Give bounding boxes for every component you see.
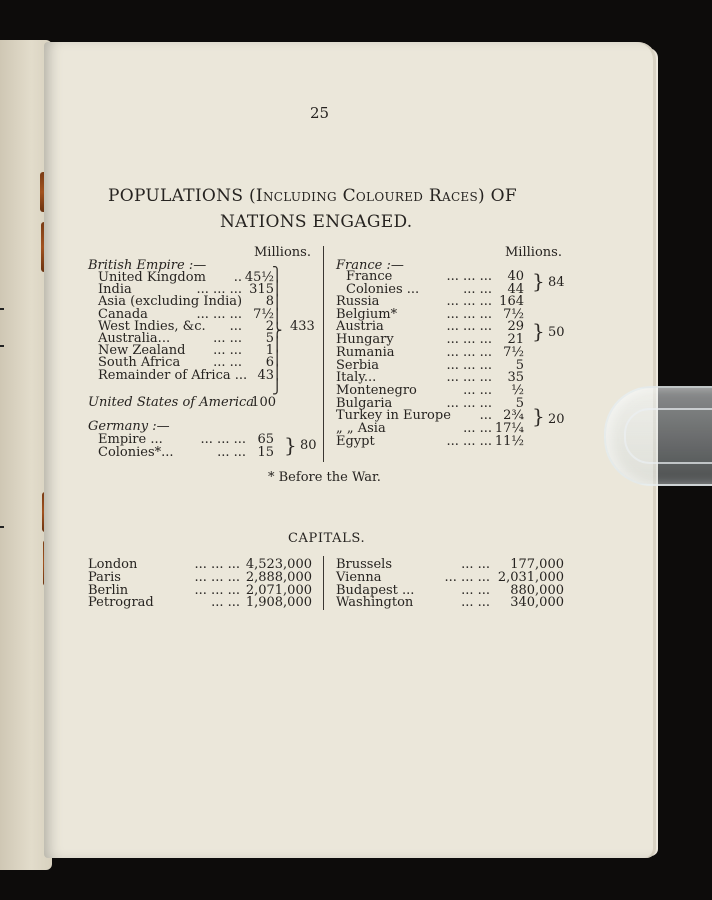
british-row-value: 45½ xyxy=(244,270,274,285)
british-row-label: Remainder of Africa ... xyxy=(98,367,248,383)
british-row-value: 1 xyxy=(265,343,274,359)
leader-dots: ... ... ... xyxy=(444,569,490,585)
france-total: 84 xyxy=(548,275,565,290)
leader-dots: ... ... ... xyxy=(446,269,492,284)
nation-row-value: 2¾ xyxy=(503,408,524,424)
british-row-label: Asia (excluding India) xyxy=(98,294,243,310)
edge-mark xyxy=(0,308,4,310)
capital-value: 2,888,000 xyxy=(245,569,312,585)
capital-value: 2,031,000 xyxy=(497,569,564,585)
british-row-label: South Africa xyxy=(98,355,181,371)
france-row-value: 44 xyxy=(507,281,524,297)
nation-row-label: Austria xyxy=(336,319,384,335)
germany-row-label: Colonies*... xyxy=(98,444,174,460)
leader-dots: .. xyxy=(233,270,242,285)
france-heading: France :— xyxy=(336,258,404,273)
leader-dots: ... ... ... xyxy=(196,306,242,322)
capital-value: 340,000 xyxy=(510,595,564,611)
british-row-label: Australia... xyxy=(98,331,171,346)
british-row-label: India xyxy=(98,282,132,298)
nation-row-label: Hungary xyxy=(336,332,394,348)
leader-dots: ... ... xyxy=(463,281,492,297)
right-unit-label: Millions. xyxy=(505,245,562,260)
leader-dots: ... ... ... xyxy=(446,294,492,309)
nation-row-label: Russia xyxy=(336,294,380,309)
leader-dots: ... ... ... xyxy=(194,569,240,585)
nation-row-value: 21 xyxy=(507,332,524,348)
british-row-value: 2 xyxy=(265,318,274,334)
leader-dots: ... ... ... xyxy=(446,395,492,411)
austria-hungary-total: 50 xyxy=(548,325,565,340)
leader-dots: ... ... xyxy=(213,331,242,346)
leader-dots: ... ... xyxy=(463,421,492,436)
germany-brace: } xyxy=(284,433,297,457)
nation-row-value: 29 xyxy=(507,319,524,335)
british-brace: ⎫ ⎪ ⎪ ⎪ ⎬ ⎪ ⎪ ⎪ ⎭ xyxy=(272,267,283,395)
nation-row-label: Egypt xyxy=(336,433,375,449)
nation-row-value: 17¼ xyxy=(494,421,524,436)
leader-dots: ... ... ... xyxy=(446,319,492,335)
british-row-value: 8 xyxy=(265,294,274,310)
france-row-label: France xyxy=(346,269,393,284)
turkey-brace: } xyxy=(532,404,545,428)
capital-value: 177,000 xyxy=(510,557,564,572)
leader-dots: ... ... xyxy=(213,343,242,359)
edge-mark xyxy=(0,345,4,347)
british-row-label: United Kingdom xyxy=(98,270,206,285)
nation-row-label: Rumania xyxy=(336,344,395,360)
capitals-divider xyxy=(323,556,324,610)
nation-row-label: Belgium* xyxy=(336,306,398,322)
leader-dots: ... ... xyxy=(213,355,242,371)
leader-dots: ... ... xyxy=(211,595,240,611)
capital-label: Paris xyxy=(88,569,121,585)
british-row-value: 7½ xyxy=(253,306,274,322)
page-number: 25 xyxy=(310,104,330,122)
capital-label: Brussels xyxy=(336,557,393,572)
capital-label: Washington xyxy=(336,595,414,611)
leader-dots: ... ... ... xyxy=(446,357,492,373)
british-row-value: 5 xyxy=(265,331,274,346)
edge-mark xyxy=(0,526,4,528)
capital-value: 4,523,000 xyxy=(245,557,312,572)
leader-dots: ... ... xyxy=(461,557,490,572)
nation-row-label: Turkey in Europe xyxy=(336,408,451,424)
leader-dots: ... ... ... xyxy=(194,582,240,598)
capital-label: Budapest ... xyxy=(336,582,415,598)
footnote: * Before the War. xyxy=(268,470,381,485)
nation-row-label: Serbia xyxy=(336,357,380,373)
germany-row-value: 65 xyxy=(257,432,274,447)
austria-hungary-brace: } xyxy=(532,319,545,343)
british-row-value: 315 xyxy=(249,282,274,298)
germany-heading: Germany :— xyxy=(88,419,170,434)
capital-value: 1,908,000 xyxy=(245,595,312,611)
capital-label: Berlin xyxy=(88,582,129,598)
binder-clip-inner xyxy=(624,408,712,464)
nation-row-value: 5 xyxy=(515,395,524,411)
table-divider xyxy=(323,246,324,462)
leader-dots: ... ... ... xyxy=(446,433,492,449)
british-row-value: 43 xyxy=(257,367,274,383)
capitals-heading: CAPITALS. xyxy=(288,531,366,546)
leader-dots: ... ... ... xyxy=(200,432,246,447)
leader-dots: ... ... xyxy=(217,444,246,460)
turkey-total: 20 xyxy=(548,412,565,427)
nation-row-value: ½ xyxy=(511,382,524,398)
capital-value: 880,000 xyxy=(510,582,564,598)
british-row-label: New Zealand xyxy=(98,343,186,359)
leader-dots: ... ... ... xyxy=(446,370,492,386)
british-row-label: Canada xyxy=(98,306,148,322)
page-title-line2: NATIONS ENGAGED. xyxy=(220,212,413,232)
leader-dots: ... xyxy=(479,408,492,424)
page-title-line1: POPULATIONS (Including Coloured Races) OF xyxy=(108,186,517,206)
capital-value: 2,071,000 xyxy=(245,582,312,598)
leader-dots: ... ... ... xyxy=(446,332,492,348)
british-total: 433 xyxy=(290,319,315,334)
british-row-label: West Indies, &c. xyxy=(98,318,206,334)
nation-row-value: 5 xyxy=(515,357,524,373)
nation-row-value: 7½ xyxy=(503,306,524,322)
germany-row-label: Empire ... xyxy=(98,432,163,447)
nation-row-value: 164 xyxy=(499,294,524,309)
france-row-label: Colonies ... xyxy=(346,281,420,297)
capital-label: London xyxy=(88,557,138,572)
leader-dots: ... ... ... xyxy=(446,306,492,322)
usa-value: 100 xyxy=(251,395,276,410)
nation-row-label: Italy... xyxy=(336,370,377,386)
binder-clip xyxy=(604,386,712,486)
usa-label: United States of America xyxy=(88,395,255,410)
british-row-value: 6 xyxy=(265,355,274,371)
leader-dots: ... xyxy=(229,318,242,334)
nation-row-label: „ „ Asia xyxy=(336,421,386,436)
germany-row-value: 15 xyxy=(257,444,274,460)
nation-row-label: Bulgaria xyxy=(336,395,393,411)
capital-label: Petrograd xyxy=(88,595,154,611)
british-empire-heading: British Empire :— xyxy=(88,258,207,273)
leader-dots: ... ... ... xyxy=(446,344,492,360)
nation-row-label: Montenegro xyxy=(336,382,417,398)
france-brace: } xyxy=(532,269,545,293)
capital-label: Vienna xyxy=(336,569,382,585)
germany-total: 80 xyxy=(300,438,317,453)
left-unit-label: Millions. xyxy=(254,245,311,260)
leader-dots: ... ... xyxy=(463,382,492,398)
leader-dots: ... ... ... xyxy=(194,557,240,572)
leader-dots: ... ... xyxy=(461,595,490,611)
nation-row-value: 7½ xyxy=(503,344,524,360)
leader-dots: ... ... xyxy=(461,582,490,598)
nation-row-value: 35 xyxy=(507,370,524,386)
nation-row-value: 11½ xyxy=(494,433,524,449)
france-row-value: 40 xyxy=(507,269,524,284)
leader-dots: ... ... ... xyxy=(196,282,242,298)
